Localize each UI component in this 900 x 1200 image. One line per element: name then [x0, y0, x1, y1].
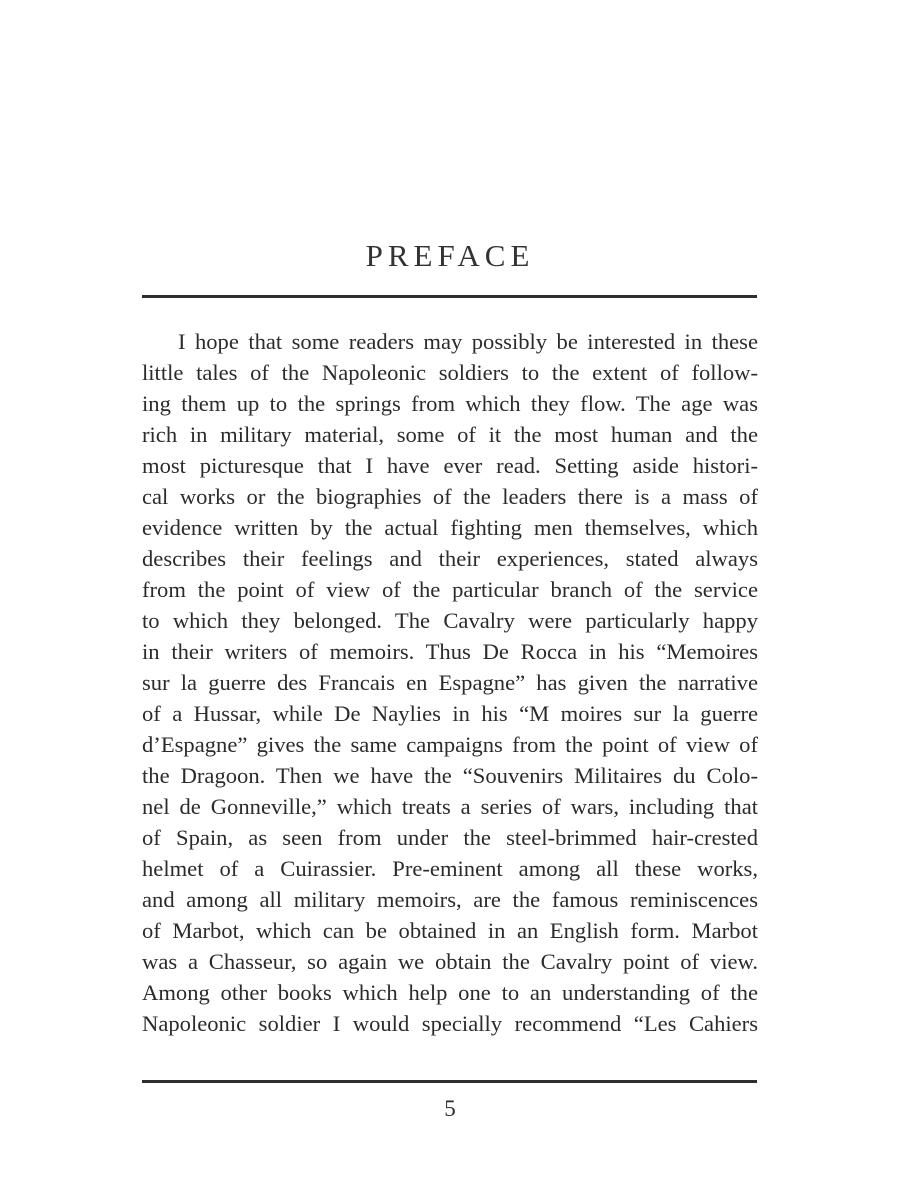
text-line: to which they belonged. The Cavalry were particularly happy: [142, 608, 758, 633]
text-line: d’Espagne” gives the same campaigns from the point of view of: [142, 732, 758, 757]
text-line: of a Hussar, while De Naylies in his “M moires sur la guerre: [142, 701, 758, 726]
chapter-heading: PREFACE: [365, 238, 535, 273]
text-line: the Dragoon. Then we have the “Souvenirs Militaires du Colo-: [142, 763, 758, 788]
text-line: ing them up to the springs from which they flow. The age was: [142, 391, 758, 416]
text-line: most picturesque that I have ever read. Setting aside histori-: [142, 453, 758, 478]
text-line: little tales of the Napoleonic soldiers to the extent of follow-: [142, 360, 758, 385]
text-line: from the point of view of the particular branch of the service: [142, 577, 758, 602]
text-line: evidence written by the actual fighting men themselves, which: [142, 515, 758, 540]
text-line: I hope that some readers may possibly be interested in these: [178, 329, 758, 354]
text-line: describes their feelings and their experiences, stated always: [142, 546, 758, 571]
text-line: of Marbot, which can be obtained in an English form. Marbot: [142, 918, 758, 943]
text-line: was a Chasseur, so again we obtain the Cavalry point of view.: [142, 949, 758, 974]
text-line: cal works or the biographies of the leaders there is a mass of: [142, 484, 758, 509]
bottom-rule: [142, 1080, 757, 1083]
body-paragraph: [142, 326, 758, 1039]
top-rule: [142, 295, 757, 298]
page-number: 5: [444, 1096, 456, 1121]
text-line: in their writers of memoirs. Thus De Rocca in his “Memoires: [142, 639, 758, 664]
text-line: Napoleonic soldier I would specially recommend “Les Cahiers: [142, 1011, 758, 1036]
text-line: and among all military memoirs, are the famous reminiscences: [142, 887, 758, 912]
text-line: helmet of a Cuirassier. Pre-eminent among all these works,: [142, 856, 758, 881]
text-line: sur la guerre des Francais en Espagne” has given the narrative: [142, 670, 758, 695]
text-line: nel de Gonneville,” which treats a series of wars, including that: [142, 794, 758, 819]
text-line: rich in military material, some of it the most human and the: [142, 422, 758, 447]
text-line: Among other books which help one to an understanding of the: [142, 980, 758, 1005]
text-line: of Spain, as seen from under the steel-brimmed hair-crested: [142, 825, 758, 850]
